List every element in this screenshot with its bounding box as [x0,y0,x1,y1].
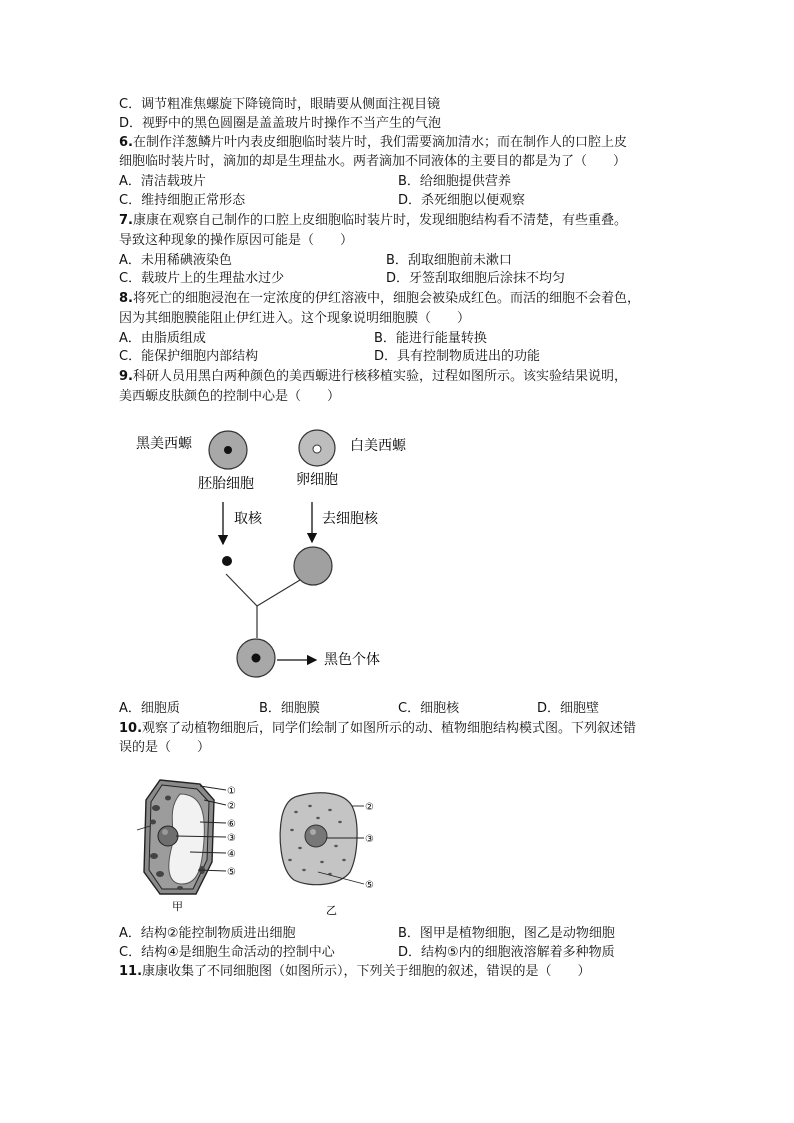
q10-stem-text: 观察了动植物细胞后，同学们绘制了如图所示的动、植物细胞结构模式图。下列叙述错 [142,721,637,736]
black-axolotl-label: 黑美西螈 [136,436,192,452]
q7-number: 7. [119,213,133,228]
plant-label-5: ⑤ [227,867,236,878]
plant-nucleus [158,826,178,846]
black-individual-label: 黑色个体 [324,652,380,668]
plant-label-3: ③ [227,833,236,844]
q9-option-d: D．细胞壁 [537,701,600,716]
plant-label-4: ④ [227,849,236,860]
q8-option-a: A．由脂质组成 [119,331,206,346]
q10-option-d: D．结构⑤内的细胞液溶解着多种物质 [398,945,615,960]
remove-nucleus-label: 去细胞核 [322,511,378,527]
plant-cell-diagram [137,780,236,913]
animal-label-5: ⑤ [365,880,374,891]
plant-label-1: ① [227,786,236,797]
q6-number: 6. [119,135,133,150]
q10-option-c: C．结构④是细胞生命活动的控制中心 [119,945,335,960]
q8-stem-line2: 因为其细胞膜能阻止伊红进入。这个现象说明细胞膜（ ） [119,311,471,326]
q5-option-d: D．视野中的黑色圆圈是盖盖玻片时操作不当产生的气泡 [119,116,442,131]
q7-option-a: A．未用稀碘液染色 [119,253,232,268]
q7-option-d: D．牙签刮取细胞后涂抹不均匀 [386,271,566,286]
q6-stem-text: 在制作洋葱鳞片叶内表皮细胞临时装片时，我们需要滴加清水；而在制作人的口腔上皮 [132,135,627,150]
q7-option-c: C．载玻片上的生理盐水过少 [119,271,285,286]
animal-label-3: ③ [365,834,374,845]
q11-number: 11. [119,964,143,979]
q7-stem-text: 康康在观察自己制作的口腔上皮细胞临时装片时，发现细胞结构看不清楚，有些重叠。 [132,213,627,228]
animal-label-2: ② [365,802,374,813]
q8-option-d: D．具有控制物质进出的功能 [374,349,541,364]
plant-cell-caption: 甲 [172,900,183,913]
animal-cell-caption: 乙 [326,904,337,917]
q8-number: 8. [119,291,133,306]
plant-label-2: ② [227,801,236,812]
q8-stem-text: 将死亡的细胞浸泡在一定浓度的伊红溶液中，细胞会被染成红色。而活的细胞不会着色， [132,291,640,306]
q9-option-a: A．细胞质 [119,701,180,716]
q9-stem-line2: 美西螈皮肤颜色的控制中心是（ ） [119,389,341,404]
q9-number: 9. [119,369,133,384]
q9-option-b: B．细胞膜 [259,701,320,716]
q6-option-b: B．给细胞提供营养 [398,174,511,189]
q7-option-b: B．刮取细胞前未漱口 [386,253,512,268]
animal-nucleus [305,825,327,847]
q9-stem-text: 科研人员用黑白两种颜色的美西螈进行核移植实验，过程如图所示。该实验结果说明， [132,369,627,384]
q10-stem-line2: 误的是（ ） [119,740,211,755]
q6-option-c: C．维持细胞正常形态 [119,193,246,208]
q6-option-d: D．杀死细胞以便观察 [398,193,526,208]
animal-cell-diagram [280,793,374,917]
q10-option-a: A．结构②能控制物质进出细胞 [119,926,296,941]
q6-stem-line2: 细胞临时装片时，滴加的却是生理盐水。两者滴加不同液体的主要目的都是为了（ ） [119,154,627,169]
plant-label-6: ⑥ [227,819,236,830]
white-axolotl-label: 白美西螈 [350,438,406,454]
q11-stem-line1 [119,963,591,981]
embryo-cell-label: 胚胎细胞 [198,476,254,492]
q9-option-c: C．细胞核 [398,701,460,716]
take-nucleus-label: 取核 [234,511,262,527]
plant-chloroplast [152,805,160,811]
q11-stem-text: 康康收集了不同细胞图（如图所示），下列关于细胞的叙述，错误的是（ ） [142,964,591,979]
q10-option-b: B．图甲是植物细胞，图乙是动物细胞 [398,926,615,941]
q7-stem-line2: 导致这种现象的操作原因可能是（ ） [119,233,354,248]
q8-option-c: C．能保护细胞内部结构 [119,349,259,364]
q10-number: 10. [119,721,143,736]
q5-option-c: C．调节粗准焦螺旋下降镜筒时，眼睛要从侧面注视目镜 [119,97,441,112]
q8-option-b: B．能进行能量转换 [374,331,487,346]
egg-cell-label: 卵细胞 [296,472,338,488]
q6-option-a: A．清洁载玻片 [119,174,206,189]
